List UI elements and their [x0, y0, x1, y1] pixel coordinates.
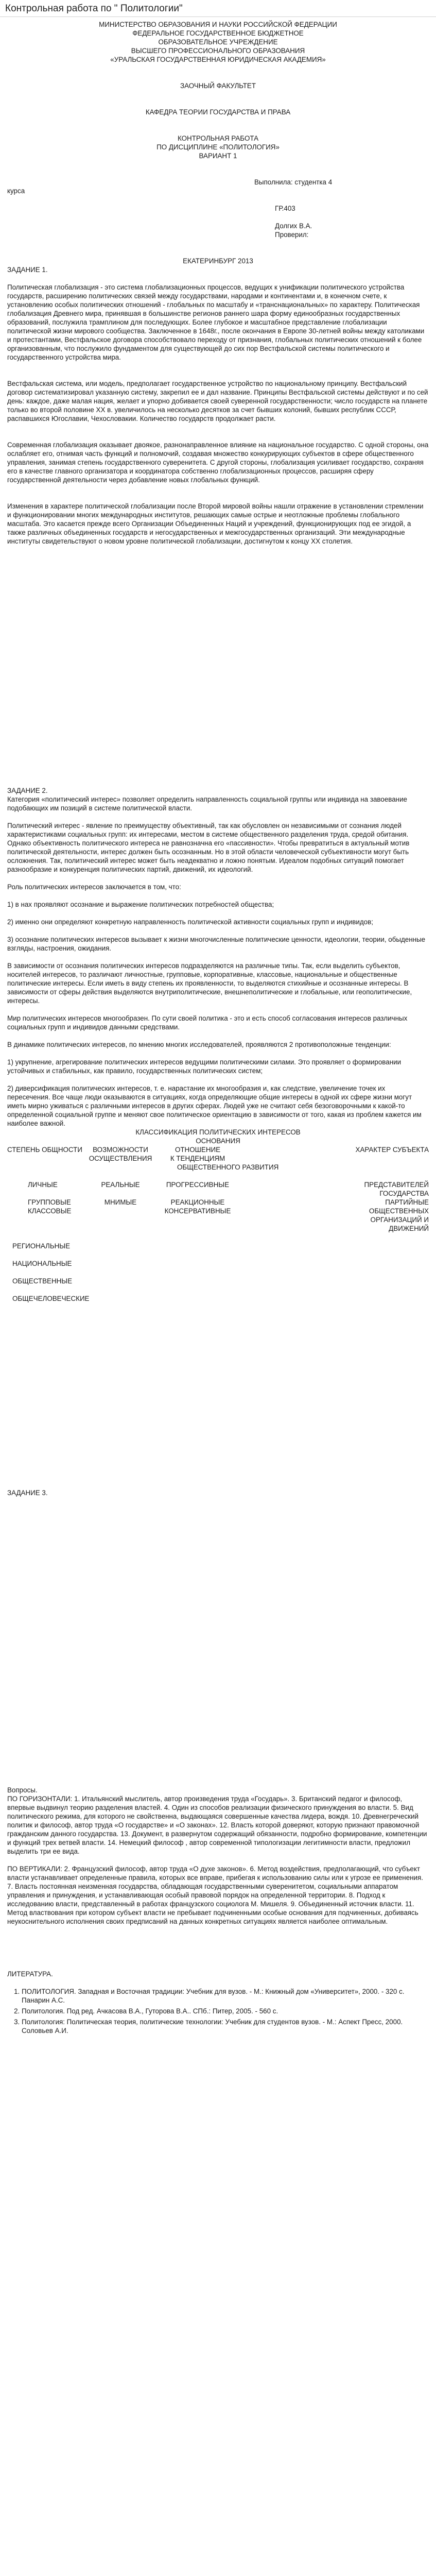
cls-header-cell: ОТНОШЕНИЕ	[175, 1146, 221, 1154]
literature-item: 1. ПОЛИТОЛОГИЯ. Западная и Восточная традиции: Учебник для вузов. - М.: Книжный дом «Университет», 2000. - 320 с. Панарин А.С.	[22, 1987, 429, 2005]
literature-heading: ЛИТЕРАТУРА.	[7, 1970, 53, 1978]
cls-cell: РЕАЛЬНЫЕ	[101, 1181, 140, 1189]
education-line: ВЫСШЕГО ПРОФЕССИОНАЛЬНОГО ОБРАЗОВАНИЯ	[131, 47, 305, 55]
task2-intro: Категория «политический интерес» позволяет определить направленность социальной группы или индивида на завоевание подобающих им позиций в системе политической власти.	[7, 795, 407, 812]
task3-heading: ЗАДАНИЕ 3.	[7, 1489, 48, 1497]
task3-questions-label: Вопросы.	[7, 1786, 38, 1794]
task1-paragraph: Политическая глобализация - это система глобализационных процессов, ведущих к унификации политического устройства государств, расширению политических связей между государствами, народами и континентами и, в конечном счете, к установлению особых политических отношений - глобальных по масштабу и «транснациональных» по характеру. Политическая глобализация Древнего мира, принявшая в большинстве регионов раннего шара форму единообразных государственных образований, послужила трамплином для последующих. Более глубокое и масштабное представление глобализации политической жизни мирового сообщества. Заключенное в 1648г., после окончания в Европе 30-летней войны между католиками и протестантами, Вестфальское договора способствовало переходу от признания, глобальных политических отношений к более организованным, что послужило фундаментом для существующей до сих пор Вестфальской системы политического и государственного устройства мира.	[7, 283, 425, 361]
variant-line: ВАРИАНТ 1	[199, 152, 237, 160]
author-checked: Проверил:	[275, 231, 309, 239]
faculty-line: ЗАОЧНЫЙ ФАКУЛЬТЕТ	[180, 82, 256, 90]
task3-vertical: ПО ВЕРТИКАЛИ: 2. Французский философ, автор труда «О духе законов». 6. Метод воздействия, предполагающий, что субъект власти устанавливает определенные правила, которых все вправе, прибегая к использованию силы или к угрозе ее применения. 7. Власть постоянная неизменная государства, обладающая государственными суверенитетом, социальными аппаратом управления и принуждения, и устанавливающая особый правовой порядок на определенной территории. 8. Подход к исследованию власти, представленный в работах французского социолога М. Мишеля. 9. Объединенный источник власти. 11. Метод властвования при котором субъект власти не пребывает подчиненными особые основания для подчиненных, добиваясь неукоснительного исполнения своих предписаний на данных конкретных ситуациях является наиболее оптимальным.	[7, 1865, 423, 1925]
task2-trend-item: 2) диверсификация политических интересов, т. е. нарастание их многообразия и, как следствие, увеличение точек их пересечения. Все чаще люди оказываются в ситуациях, когда определяющие общие интересы в одной их сфере жизни могут иметь мирно уживаться с различными интересов в других сферах. Людей уже не считают себя безоговорочными к какой-то определенной социальной группе и меняют свое политическое ориентацию в зависимости от того, какая из проблем кажется им наиболее важной.	[7, 1084, 422, 1127]
cls-cell: ПРОГРЕССИВНЫЕ	[166, 1181, 230, 1189]
literature-list	[7, 1987, 429, 2035]
task2-trend-item: 1) укрупнение, агрегирование политических интересов ведущими политическими силами. Это проявляет о формировании устойчивых и стабильных, как правило, государственных политических систем;	[7, 1058, 402, 1075]
cls-header-cell: СТЕПЕНЬ ОБЩНОСТИ	[7, 1146, 82, 1154]
cls-header-cell: ВОЗМОЖНОСТИ	[93, 1146, 148, 1154]
cls-header-cell: ОБЩЕСТВЕННОГО РАЗВИТИЯ	[177, 1163, 279, 1171]
cls-cell: ДВИЖЕНИЙ	[389, 1225, 429, 1232]
work-type-line: КОНТРОЛЬНАЯ РАБОТА	[177, 134, 259, 142]
academy-line: «УРАЛЬСКАЯ ГОСУДАРСТВЕННАЯ ЮРИДИЧЕСКАЯ АКАДЕМИЯ»	[110, 56, 326, 63]
cls-cell: КЛАССОВЫЕ	[28, 1207, 72, 1215]
task2-role-item: 3) осознание политических интересов вызывает к жизни многочисленные политические ценности, идеологии, теории, обыденные взгляды, настроения, ожидания.	[7, 936, 426, 952]
classification-rows	[7, 1180, 429, 1233]
author-group: ГР.403	[275, 205, 295, 212]
task3-horizontal: ПО ГОРИЗОНТАЛИ: 1. Итальянский мыслитель, автор произведения труда «Государь». 3. Британский педагог и философ, впервые выдвинул теорию разделения властей. 4. Один из способов реализации физического принуждения во власти. 5. Вид политического режима, для которого не свойственна, выдающаяся совершенные качества лидера, вождя. 10. Древнегреческий политик и философ, автор труда «О государстве» и «О законах». 12. Власть которой доверяют, которую признают правомочной гражданским данного государства. 13. Документ, в развернутом содержащий обязанности, подробно формирование, компетенции и функций трех ветвей власти. 14. Немецкий философ , автор современной типологизации легитимности власти, предложил выделить три ее вида.	[7, 1795, 427, 1855]
agency-line: ФЕДЕРАЛЬНОЕ ГОСУДАРСТВЕННОЕ БЮДЖЕТНОЕ	[132, 29, 304, 37]
institution-line: ОБРАЗОВАТЕЛЬНОЕ УЧРЕЖДЕНИЕ	[158, 38, 278, 46]
classification-table	[7, 1145, 429, 1172]
city-year: ЕКАТЕРИНБУРГ 2013	[183, 257, 253, 265]
ministry-line: МИНИСТЕРСТВО ОБРАЗОВАНИЯ И НАУКИ РОССИЙСКОЙ ФЕДЕРАЦИИ	[99, 21, 337, 28]
cls-cell: РЕГИОНАЛЬНЫЕ	[12, 1242, 71, 1250]
task2-heading: ЗАДАНИЕ 2.	[7, 787, 48, 794]
cls-cell: ЛИЧНЫЕ	[28, 1181, 58, 1189]
task2-paragraph: Мир политических интересов многообразен. По сути своей политика - это и есть способ согласования интересов различных социальных групп и индивидов данными средствами.	[7, 1014, 408, 1031]
document-body	[0, 20, 436, 2035]
task1-heading: ЗАДАНИЕ 1.	[7, 266, 48, 274]
task1-paragraph: Вестфальская система, или модель, предполагает государственное устройство по национальному принципу. Вестфальский договор систематизировал указанную систему, закрепил ее и дал название. Принципы Вестфальской системы действуют и по сей день: каждое, даже малая нация, желает и упорно добивается своей суверенной государственности; число государств на планете только во второй половине ХХ в. увеличилось на несколько десятков за счет бывших колоний, бывших республик СССР, распавшихся Югославии, Чехословакии. Количество государств продолжает расти.	[7, 380, 428, 422]
author-name: Долгих В.А.	[275, 222, 312, 230]
department-line: КАФЕДРА ТЕОРИИ ГОСУДАРСТВА И ПРАВА	[145, 108, 291, 116]
cls-header-cell: К ТЕНДЕНЦИЯМ	[170, 1155, 225, 1162]
task1-paragraph: Современная глобализация оказывает двоякое, разнонаправленное влияние на национальное государство. С одной стороны, она ослабляет его, отнимая часть функций и полномочий, создавая множество конкурирующих субъектов в сфере общественного управления, занимая степень государственного суверенитета. С другой стороны, глобализация усиливает государство, сохраняя его в качестве главного организатора и координатора собственно глобализационных процессов, расширяя сферу государственной деятельности через добавление новых глобальных функций.	[7, 441, 429, 484]
literature-item: 2. Политология. Под ред. Ачкасова В.А., Гуторова В.А.. СПб.: Питер, 2005. - 560 с.	[22, 2007, 429, 2015]
task2-paragraph: В динамике политических интересов, по мнению многих исследователей, проявляются 2 противоположные тенденции:	[7, 1041, 391, 1048]
cls-cell: ОБЩЕСТВЕННЫХ	[369, 1207, 429, 1215]
cls-cell: ГРУППОВЫЕ	[28, 1198, 71, 1206]
document-title: Контрольная работа по " Политологии"	[0, 0, 436, 17]
cls-cell: ПРЕДСТАВИТЕЛЕЙ	[364, 1181, 429, 1189]
cls-cell: КОНСЕРВАТИВНЫЕ	[164, 1207, 231, 1215]
cls-cell: ОБЩЕСТВЕННЫЕ	[12, 1277, 73, 1285]
cls-header-cell: ХАРАКТЕР СУБЪЕКТА	[355, 1146, 429, 1154]
cls-cell: РЕАКЦИОННЫЕ	[170, 1198, 225, 1206]
task2-paragraph: В зависимости от осознания политических интересов подразделяются на различные типы. Так, если выделить субъектов, носителей интересов, то различают личностные, групповые, корпоративные, классовые, национальные и общественные политические интересы. Если иметь в виду степень их проявленности, то выделяются стихийные и осознанные интересы. В зависимости от сферы действия выделяются внутриполитические, внешнеполитические и глобальные, или геополитические, интересы.	[7, 962, 412, 1005]
task1-paragraph: Изменения в характере политической глобализации после Второй мировой войны нашли отражение в установлении стремлении и функционировании многих международных институтов, решающих самые острые и неотложные проблемы глобального масштаба. Это касается прежде всего Организации Объединенных Наций и учреждений, функционирующих под ее эгидой, а также различных объединенных государств и негосударственных и межгосударственных организаций. Эти международные институты свидетельствуют о новом уровне политической глобализации, достигнутом к концу XX столетия.	[7, 502, 424, 545]
author-course: курса	[7, 187, 25, 195]
task2-paragraph: Политический интерес - явление по преимуществу объективный, так как обусловлен он независимыми от сознания людей характеристиками социальных групп: их интересами, местом в системе общественного разделения труда, средой обитания. Однако объективность политического интереса не равнозначна его «пассивности». Чтобы превратиться в актуальный мотив политической деятельности, интерес должен быть осознанным. Но в этой области человеческой субъективности могут быть осложнения. Так, политический интерес может быть неадекватно и ложно понятым. Идеалом подобных ситуаций помогает разнообразие и конкуренция политических партий, движений, их идеологий.	[7, 822, 410, 873]
author-performed: Выполнила: студентка 4	[254, 178, 333, 186]
cls-header-cell: ОСУЩЕСТВЛЕНИЯ	[89, 1155, 152, 1162]
cls-cell: ГОСУДАРСТВА	[379, 1190, 429, 1197]
cls-cell: НАЦИОНАЛЬНЫЕ	[12, 1260, 72, 1267]
classification-title: КЛАССИФИКАЦИЯ ПОЛИТИЧЕСКИХ ИНТЕРЕСОВ	[135, 1128, 301, 1136]
literature-item: 3. Политология: Политическая теория, политические технологии: Учебник для студентов вузов. - М.: Аспект Пресс, 2000. Соловьев А.И.	[22, 2018, 429, 2035]
cls-cell: ПАРТИЙНЫЕ	[385, 1198, 429, 1206]
task2-roles-title: Роль политических интересов заключается в том, что:	[7, 883, 181, 891]
classification-subtitle: ОСНОВАНИЯ	[196, 1137, 240, 1145]
cls-cell: ОБЩЕЧЕЛОВЕЧЕСКИЕ	[12, 1295, 90, 1302]
discipline-line: ПО ДИСЦИПЛИНЕ «ПОЛИТОЛОГИЯ»	[156, 143, 280, 151]
cls-cell: ОРГАНИЗАЦИЙ И	[370, 1216, 429, 1224]
task2-role-item: 1) в нах проявляют осознание и выражение политических потребностей общества;	[7, 901, 274, 908]
task2-role-item: 2) именно они определяют конкретную направленность политической активности социальных групп и индивидов;	[7, 918, 373, 926]
cls-cell: МНИМЫЕ	[104, 1198, 137, 1206]
